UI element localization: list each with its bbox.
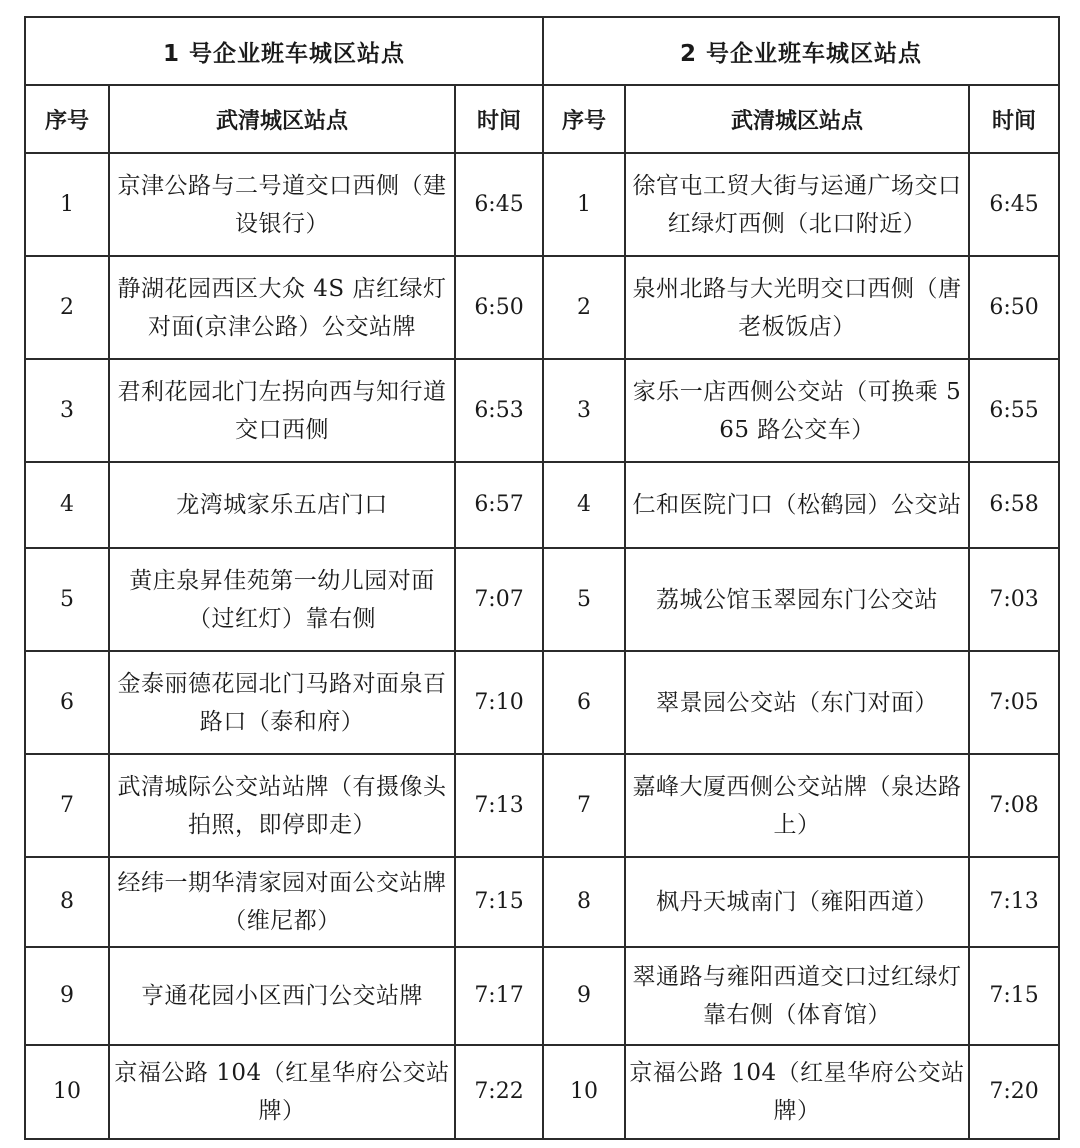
stop-name: 经纬一期华清家园对面公交站牌（维尼都） <box>117 870 447 934</box>
stop-name: 京福公路 104（红星华府公交站牌） <box>629 1060 965 1124</box>
stop-name: 枫丹天城南门（雍阳西道） <box>656 889 939 915</box>
route-1-stop <box>109 256 455 359</box>
stop-name: 荔城公馆玉翠园东门公交站 <box>656 586 939 613</box>
route-1-stop <box>109 754 455 857</box>
route-1-time: 7:07 <box>455 548 543 651</box>
route-2-stop <box>625 256 969 359</box>
route-2-seq: 5 <box>543 548 625 651</box>
route-1-seq: 6 <box>25 651 109 754</box>
route-1-time: 6:57 <box>455 462 543 548</box>
route-1-time: 6:53 <box>455 359 543 462</box>
table-row <box>25 548 1059 651</box>
route-1-seq: 8 <box>25 857 109 947</box>
route-2-seq: 1 <box>543 153 625 256</box>
route-1-seq: 10 <box>25 1045 109 1139</box>
stop-name: 京福公路 104（红星华府公交站牌） <box>114 1060 450 1124</box>
route-2-seq: 4 <box>543 462 625 548</box>
column-header-row <box>25 85 1059 153</box>
route-2-seq: 2 <box>543 256 625 359</box>
stop-name: 静湖花园西区大众 4S 店红绿灯对面(京津公路）公交站牌 <box>117 275 447 340</box>
route-2-stop <box>625 947 969 1045</box>
route-1-stop <box>109 462 455 548</box>
route-2-stop <box>625 462 969 548</box>
route-1-seq: 4 <box>25 462 109 548</box>
route-1-seq-header: 序号 <box>25 85 109 153</box>
route-2-time: 7:13 <box>969 857 1059 947</box>
route-1-time: 7:17 <box>455 947 543 1045</box>
stop-name: 泉州北路与大光明交口西侧（唐老板饭店） <box>632 275 962 340</box>
route-1-stop <box>109 548 455 651</box>
route-2-seq-header: 序号 <box>543 85 625 153</box>
route-1-stop <box>109 947 455 1045</box>
route-1-time: 7:22 <box>455 1045 543 1139</box>
route-2-seq: 10 <box>543 1045 625 1139</box>
route-2-seq: 8 <box>543 857 625 947</box>
route-1-stop <box>109 1045 455 1139</box>
route-2-stop <box>625 153 969 256</box>
stop-name: 翠景园公交站（东门对面） <box>656 689 939 716</box>
table-row <box>25 1045 1059 1139</box>
route-1-time-header: 时间 <box>455 85 543 153</box>
route-2-stop <box>625 548 969 651</box>
stop-name: 嘉峰大厦西侧公交站牌（泉达路上） <box>632 773 962 838</box>
route-2-time: 7:20 <box>969 1045 1059 1139</box>
stop-name: 京津公路与二号道交口西侧（建设银行） <box>117 172 447 237</box>
table-row <box>25 153 1059 256</box>
route-title-row <box>25 17 1059 85</box>
route-1-seq: 7 <box>25 754 109 857</box>
table-row <box>25 462 1059 548</box>
route-2-time-header: 时间 <box>969 85 1059 153</box>
shuttle-stop-table <box>24 16 1060 1140</box>
route-2-time: 6:45 <box>969 153 1059 256</box>
route-2-stop <box>625 857 969 947</box>
table-row <box>25 754 1059 857</box>
table-row <box>25 857 1059 947</box>
route-2-time: 6:58 <box>969 462 1059 548</box>
route-2-stop <box>625 1045 969 1139</box>
route-2-time: 7:08 <box>969 754 1059 857</box>
route-1-seq: 2 <box>25 256 109 359</box>
stop-name: 家乐一店西侧公交站（可换乘 565 路公交车） <box>632 378 962 443</box>
route-1-stop <box>109 153 455 256</box>
stop-name: 翠通路与雍阳西道交口过红绿灯靠右侧（体育馆） <box>632 964 962 1028</box>
table-row <box>25 651 1059 754</box>
route-2-stop <box>625 651 969 754</box>
route-1-seq: 3 <box>25 359 109 462</box>
route-1-seq: 5 <box>25 548 109 651</box>
route-1-stop-header: 武清城区站点 <box>109 85 455 153</box>
table-row <box>25 947 1059 1045</box>
table-body <box>25 153 1059 1139</box>
route-2-time: 7:15 <box>969 947 1059 1045</box>
table-row <box>25 359 1059 462</box>
route-1-stop <box>109 359 455 462</box>
route-2-time: 7:03 <box>969 548 1059 651</box>
schedule-sheet <box>24 16 1058 1140</box>
route-1-stop <box>109 651 455 754</box>
route-1-time: 6:45 <box>455 153 543 256</box>
route-2-seq: 9 <box>543 947 625 1045</box>
route-2-stop <box>625 754 969 857</box>
stop-name: 亨通花园小区西门公交站牌 <box>141 983 423 1009</box>
route-2-seq: 3 <box>543 359 625 462</box>
route-1-seq: 1 <box>25 153 109 256</box>
route-1-stop <box>109 857 455 947</box>
route-2-stop <box>625 359 969 462</box>
route-2-time: 7:05 <box>969 651 1059 754</box>
route-1-seq: 9 <box>25 947 109 1045</box>
stop-name: 黄庄泉昇佳苑第一幼儿园对面（过红灯）靠右侧 <box>129 567 435 632</box>
route-1-time: 6:50 <box>455 256 543 359</box>
route-2-title: 2 号企业班车城区站点 <box>543 17 1059 85</box>
route-1-time: 7:10 <box>455 651 543 754</box>
stop-name: 金泰丽德花园北门马路对面泉百路口（泰和府） <box>117 670 447 735</box>
route-1-time: 7:13 <box>455 754 543 857</box>
route-2-seq: 7 <box>543 754 625 857</box>
table-row <box>25 256 1059 359</box>
route-1-time: 7:15 <box>455 857 543 947</box>
stop-name: 龙湾城家乐五店门口 <box>176 492 388 518</box>
route-2-stop-header: 武清城区站点 <box>625 85 969 153</box>
stop-name: 君利花园北门左拐向西与知行道交口西侧 <box>117 378 447 443</box>
stop-name: 徐官屯工贸大街与运通广场交口红绿灯西侧（北口附近） <box>632 172 962 237</box>
route-2-time: 6:50 <box>969 256 1059 359</box>
stop-name: 武清城际公交站站牌（有摄像头拍照，即停即走） <box>117 773 447 838</box>
route-1-title: 1 号企业班车城区站点 <box>25 17 543 85</box>
route-2-time: 6:55 <box>969 359 1059 462</box>
route-2-seq: 6 <box>543 651 625 754</box>
stop-name: 仁和医院门口（松鹤园）公交站 <box>632 492 962 518</box>
